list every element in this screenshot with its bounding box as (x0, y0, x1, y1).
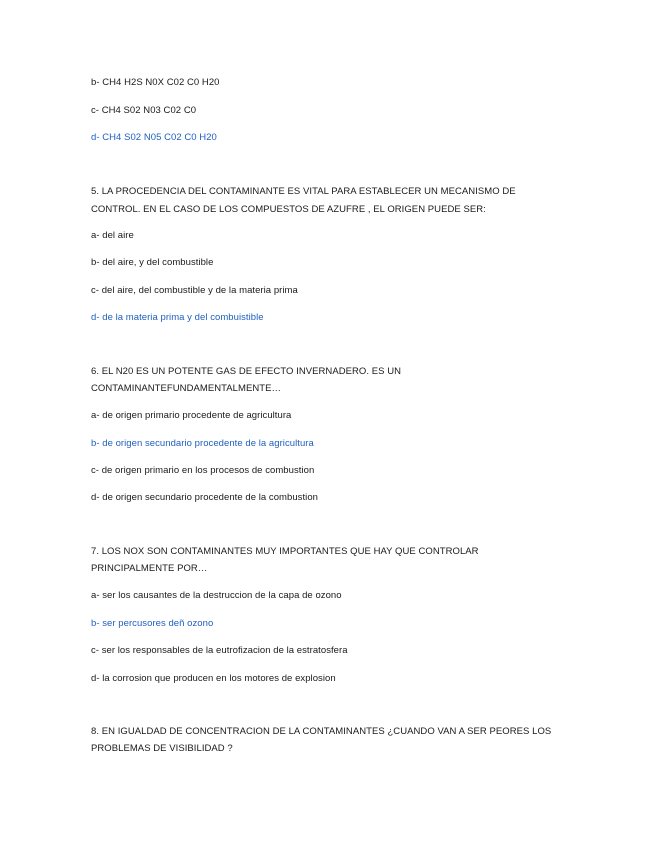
question-8-line-2: PROBLEMAS DE VISIBILIDAD ? (91, 743, 233, 754)
q6-option-a: a- de origen primario procedente de agricultura (91, 410, 292, 421)
question-6-line-2: CONTAMINANTEFUNDAMENTALMENTE… (91, 383, 282, 394)
question-6-line-1: 6. EL N20 ES UN POTENTE GAS DE EFECTO INVERNADERO. ES UN (91, 366, 402, 377)
question-5-line-2: CONTROL. EN EL CASO DE LOS COMPUESTOS DE AZUFRE , EL ORIGEN PUEDE SER: (91, 204, 486, 215)
q6-option-c: c- de origen primario en los procesos de combustion (91, 465, 315, 476)
q5-option-b: b- del aire, y del combustible (91, 257, 214, 268)
q7-option-c: c- ser los responsables de la eutrofizacion de la estratosfera (91, 645, 348, 656)
option-c: c- CH4 S02 N03 C02 C0 (91, 105, 197, 116)
q6-option-d: d- de origen secundario procedente de la combustion (91, 492, 319, 503)
option-d-answer: d- CH4 S02 N05 C02 C0 H20 (91, 132, 217, 143)
q7-option-a: a- ser los causantes de la destruccion de la capa de ozono (91, 590, 342, 601)
q5-option-d-answer: d- de la materia prima y del combuistible (91, 312, 264, 323)
option-b: b- CH4 H2S N0X C02 C0 H20 (91, 77, 220, 88)
question-5-line-1: 5. LA PROCEDENCIA DEL CONTAMINANTE ES VITAL PARA ESTABLECER UN MECANISMO DE (91, 186, 516, 197)
q5-option-c: c- del aire, del combustible y de la materia prima (91, 285, 298, 296)
q5-option-a: a- del aire (91, 230, 134, 241)
q7-option-b-answer: b- ser percusores deñ ozono (91, 618, 214, 629)
question-8-line-1: 8. EN IGUALDAD DE CONCENTRACION DE LA CONTAMINANTES ¿CUANDO VAN A SER PEORES LOS (91, 726, 552, 737)
question-7-line-2: PRINCIPALMENTE POR… (91, 563, 208, 574)
question-7-line-1: 7. LOS NOX SON CONTAMINANTES MUY IMPORTANTES QUE HAY QUE CONTROLAR (91, 546, 479, 557)
q6-option-b-answer: b- de origen secundario procedente de la agricultura (91, 438, 314, 449)
q7-option-d: d- la corrosion que producen en los motores de explosion (91, 673, 336, 684)
